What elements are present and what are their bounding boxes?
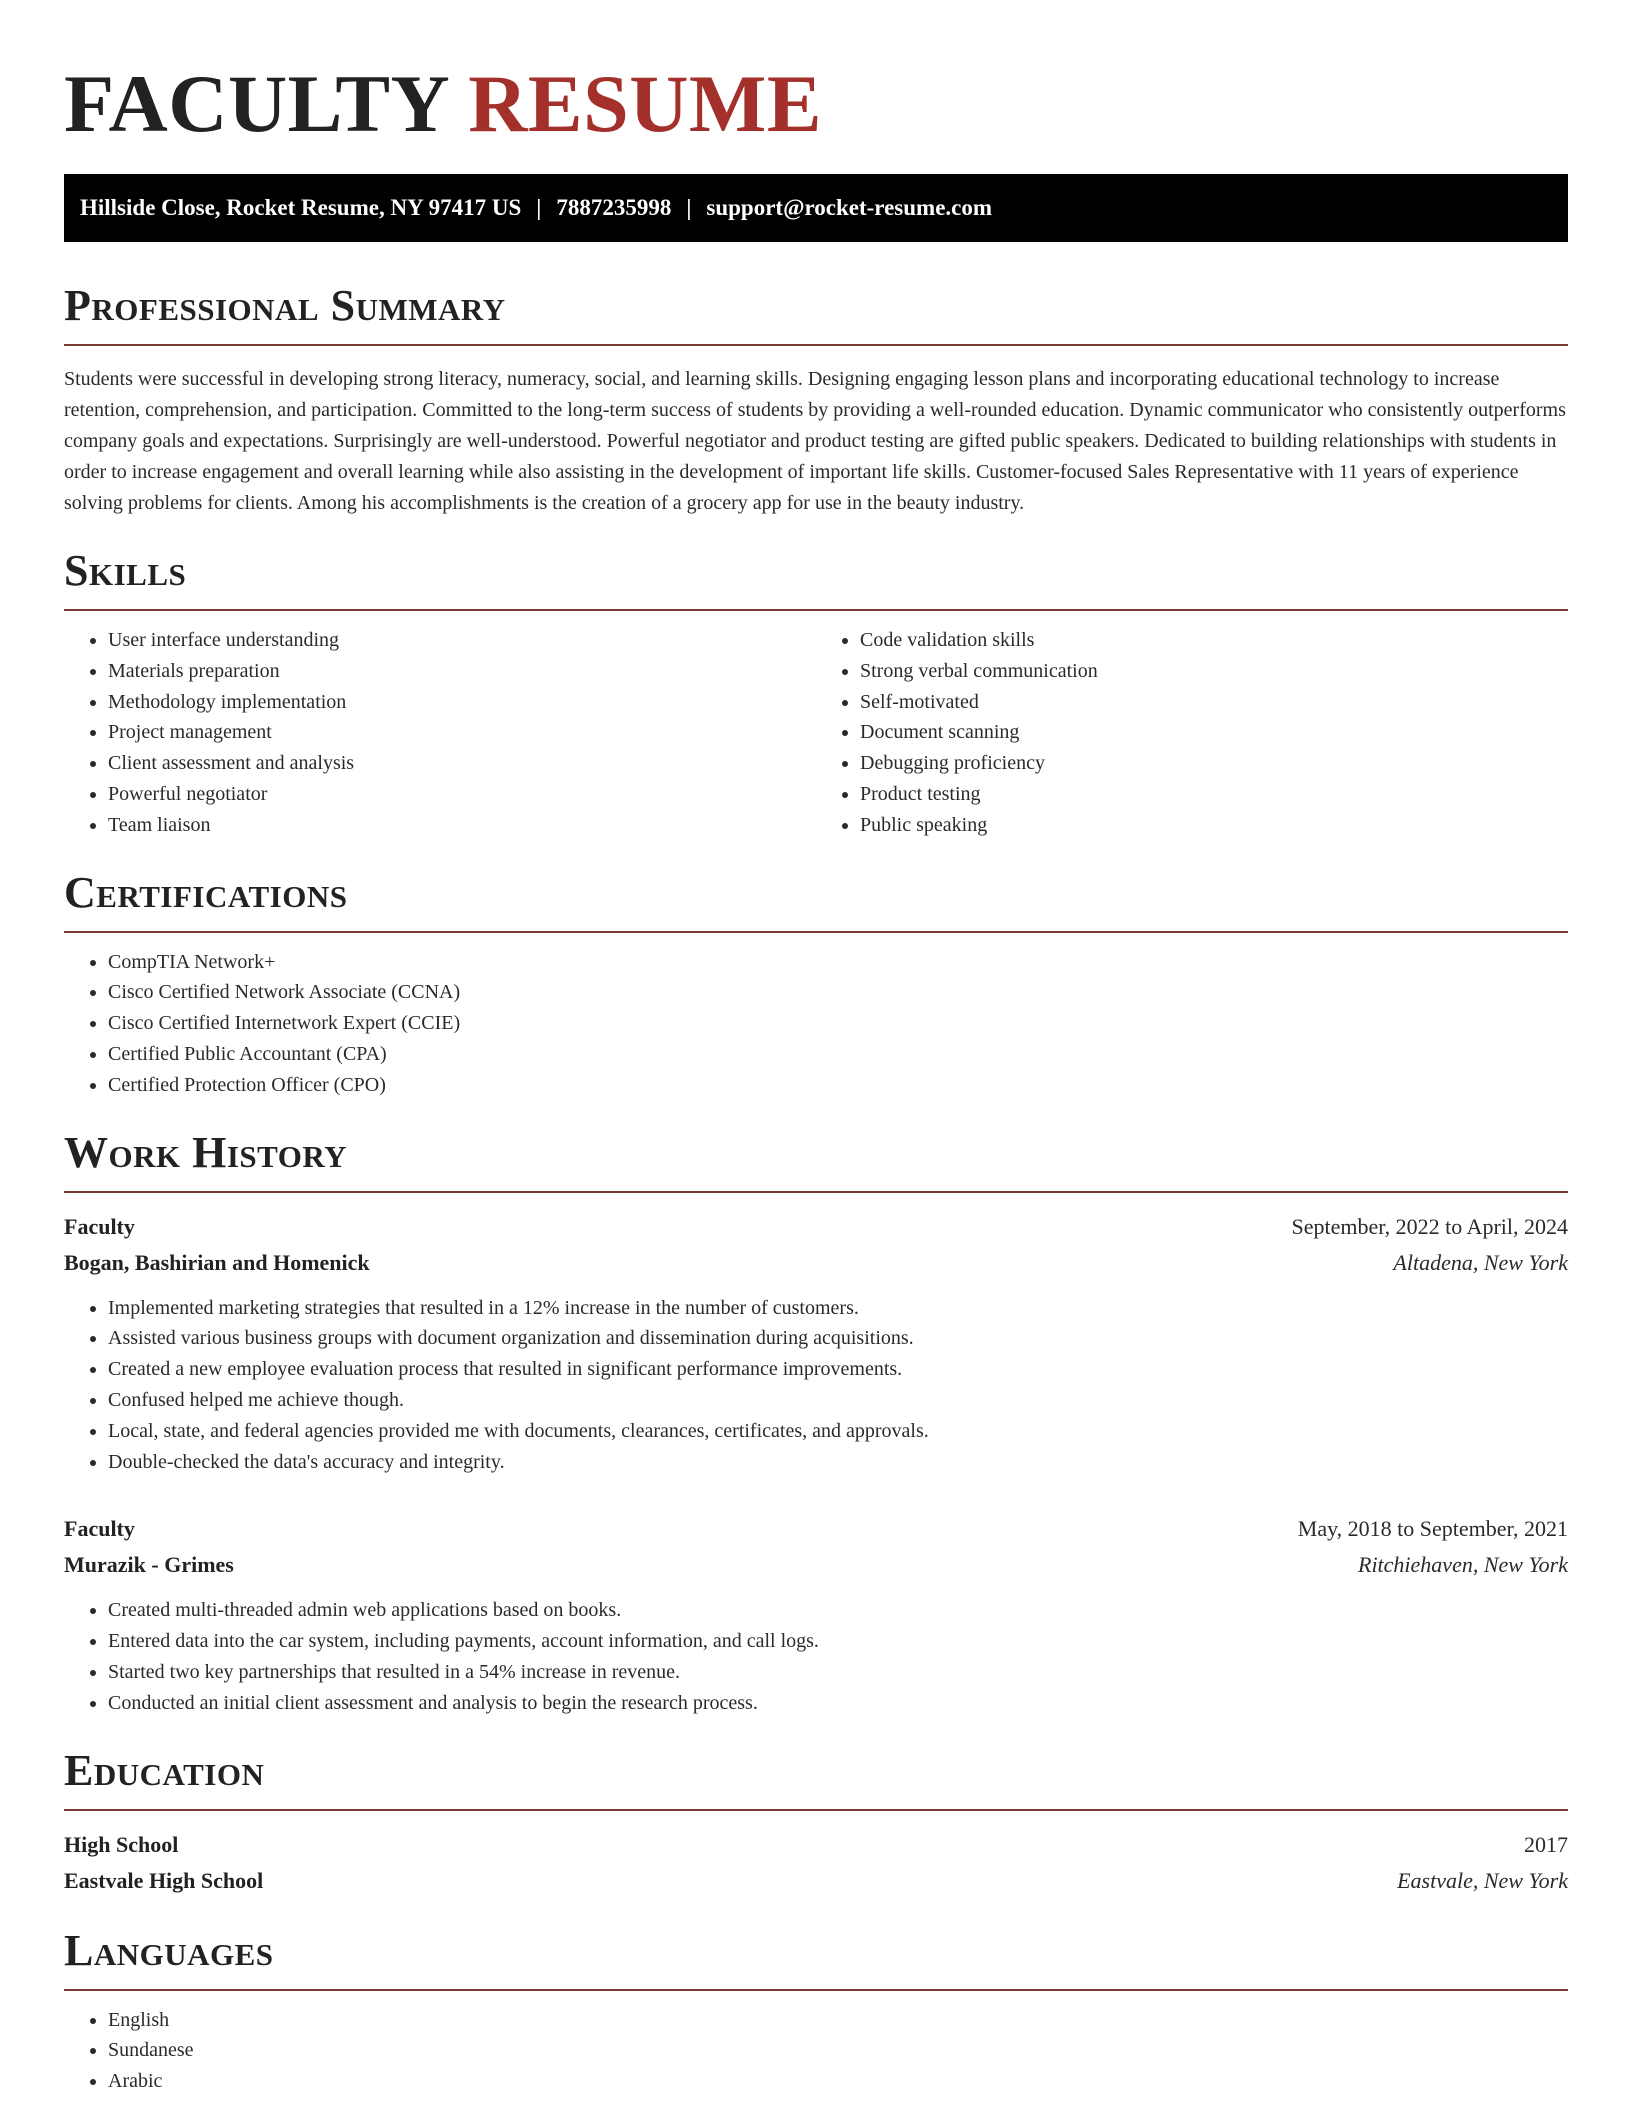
skill-item: • Project management xyxy=(108,717,816,748)
work-history-title: Work History xyxy=(64,1127,1568,1193)
language-item: • English xyxy=(108,2005,1568,2036)
job-bullets xyxy=(64,1595,1568,1718)
work-history-section xyxy=(64,1127,1568,1719)
languages-section xyxy=(64,1925,1568,2097)
contact-email: support@rocket-resume.com xyxy=(706,195,993,220)
skills-columns xyxy=(64,625,1568,841)
skills-list-left xyxy=(64,625,816,841)
job-dates: May, 2018 to September, 2021 xyxy=(1297,1516,1568,1542)
job-location: Altadena, New York xyxy=(1393,1249,1568,1275)
certification-item: • Cisco Certified Internetwork Expert (CCIE) xyxy=(108,1008,1568,1039)
skill-item: • Product testing xyxy=(860,779,1568,810)
contact-phone: 7887235998 xyxy=(556,195,672,220)
skill-item: • Materials preparation xyxy=(108,656,816,687)
job-bullets xyxy=(64,1293,1568,1478)
job-dates: September, 2022 to April, 2024 xyxy=(1291,1213,1568,1239)
job-bullet: • Assisted various business groups with document organization and dissemination during acquisitions. xyxy=(108,1323,1568,1354)
education-location: Eastvale, New York xyxy=(1397,1867,1568,1893)
education-school-row xyxy=(64,1863,1568,1899)
certifications-title: Certifications xyxy=(64,867,1568,933)
job-bullet: • Conducted an initial client assessment and analysis to begin the research process. xyxy=(108,1688,1568,1719)
education-section xyxy=(64,1745,1568,1899)
job-header-row xyxy=(64,1511,1568,1547)
certifications-list xyxy=(64,947,1568,1101)
skills-section xyxy=(64,545,1568,841)
certification-item: • CompTIA Network+ xyxy=(108,947,1568,978)
name-first: FACULTY xyxy=(64,58,448,149)
name-last: RESUME xyxy=(468,58,823,149)
skill-item: • Document scanning xyxy=(860,717,1568,748)
summary-title: Professional Summary xyxy=(64,280,1568,346)
education-entry xyxy=(64,1827,1568,1899)
contact-separator: | xyxy=(686,195,692,220)
job-bullet: • Implemented marketing strategies that resulted in a 12% increase in the number of customers. xyxy=(108,1293,1568,1324)
summary-text: Students were successful in developing strong literacy, numeracy, social, and learning skills. Designing engaging lesson plans and incorporating educational technology to increase retention, comprehension, and participation. Committed to the long-term success of students by providing a well-rounded education. Dynamic communicator who consistently outperforms company goals and expectations. Surprisingly are well-understood. Powerful negotiator and product testing are gifted public speakers. Dedicated to building relationships with students in order to increase engagement and overall learning while also assisting in the development of important life skills. Customer-focused Sales Representative with 11 years of experience solving problems for clients. Among his accomplishments is the creation of a grocery app for use in the beauty industry. xyxy=(64,368,1566,514)
skills-list-right xyxy=(816,625,1568,841)
job-entry xyxy=(64,1511,1568,1718)
job-header-row xyxy=(64,1209,1568,1245)
job-company-row xyxy=(64,1547,1568,1583)
job-bullet: • Double-checked the data's accuracy and integrity. xyxy=(108,1447,1568,1478)
education-header-row xyxy=(64,1827,1568,1863)
job-location: Ritchiehaven, New York xyxy=(1358,1552,1568,1578)
job-company: Murazik - Grimes xyxy=(64,1552,234,1578)
skills-title: Skills xyxy=(64,545,1568,611)
job-company-row xyxy=(64,1245,1568,1281)
language-item: • Sundanese xyxy=(108,2035,1568,2066)
skill-item: • User interface understanding xyxy=(108,625,816,656)
job-bullet: • Started two key partnerships that resulted in a 54% increase in revenue. xyxy=(108,1657,1568,1688)
certification-item: • Cisco Certified Network Associate (CCNA) xyxy=(108,977,1568,1008)
job-role: Faculty xyxy=(64,1516,135,1542)
contact-bar xyxy=(64,174,1568,242)
education-degree: High School xyxy=(64,1831,179,1857)
skill-item: • Self-motivated xyxy=(860,687,1568,718)
job-role: Faculty xyxy=(64,1213,135,1239)
skill-item: • Debugging proficiency xyxy=(860,748,1568,779)
summary-section xyxy=(64,280,1568,519)
skill-item: • Client assessment and analysis xyxy=(108,748,816,779)
job-bullet: • Local, state, and federal agencies provided me with documents, clearances, certificates, and approvals. xyxy=(108,1416,1568,1447)
skill-item: • Strong verbal communication xyxy=(860,656,1568,687)
skill-item: • Code validation skills xyxy=(860,625,1568,656)
job-bullet: • Created multi-threaded admin web applications based on books. xyxy=(108,1595,1568,1626)
certification-item: • Certified Public Accountant (CPA) xyxy=(108,1039,1568,1070)
languages-list xyxy=(64,2005,1568,2097)
resume-name xyxy=(64,0,1568,150)
job-bullet: • Confused helped me achieve though. xyxy=(108,1385,1568,1416)
job-bullet: • Created a new employee evaluation process that resulted in significant performance improvements. xyxy=(108,1354,1568,1385)
languages-title: Languages xyxy=(64,1925,1568,1991)
job-entry xyxy=(64,1209,1568,1478)
contact-address: Hillside Close, Rocket Resume, NY 97417 US xyxy=(80,195,522,220)
contact-separator: | xyxy=(536,195,542,220)
education-title: Education xyxy=(64,1745,1568,1811)
skill-item: • Powerful negotiator xyxy=(108,779,816,810)
skill-item: • Public speaking xyxy=(860,810,1568,841)
education-school: Eastvale High School xyxy=(64,1867,264,1893)
job-company: Bogan, Bashirian and Homenick xyxy=(64,1249,370,1275)
certifications-section xyxy=(64,867,1568,1101)
job-bullet: • Entered data into the car system, including payments, account information, and call logs. xyxy=(108,1626,1568,1657)
certification-item: • Certified Protection Officer (CPO) xyxy=(108,1070,1568,1101)
language-item: • Arabic xyxy=(108,2066,1568,2097)
education-year: 2017 xyxy=(1524,1831,1568,1857)
skill-item: • Team liaison xyxy=(108,810,816,841)
skill-item: • Methodology implementation xyxy=(108,687,816,718)
